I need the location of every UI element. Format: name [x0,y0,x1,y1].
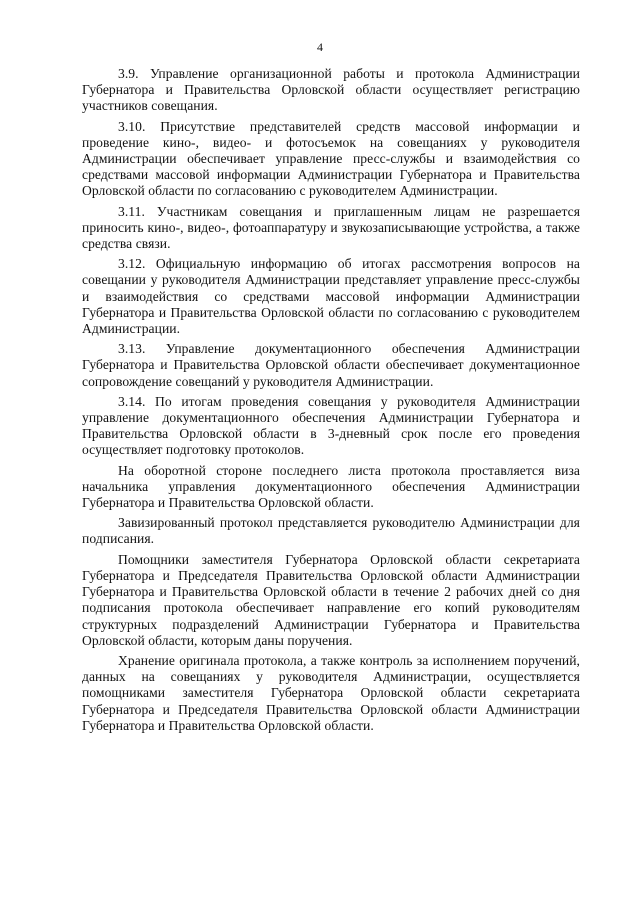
paragraph-3-9: 3.9. Управление организационной работы и протокола Администрации Губернатора и Правительства Орловской области осуществляет регистрацию участников совещания. [82,66,580,114]
paragraph-3-10: 3.10. Присутствие представителей средств массовой информации и проведение кино-, видео- и фотосъемок на совещаниях у руководителя Администрации обеспечивает управление пресс-службы и взаимодействия со средствами массовой информации Администрации Губернатора и Правительства Орловской области по согласованию с руководителем Администрации. [82,118,580,199]
paragraph-3-13: 3.13. Управление документационного обеспечения Администрации Губернатора и Правительства Орловской области обеспечивает документационное сопровождение совещаний у руководителя Администрации. [82,341,580,389]
page-number: 4 [317,40,323,54]
paragraph-storage: Хранение оригинала протокола, а также контроль за исполнением поручений, данных на совещаниях у руководителя Администрации, осуществляется помощниками заместителя Губернатора Орловской области секретариата Губернатора и Председателя Правительства Орловской области Администрации Губернатора и Правительства Орловской области. [82,652,580,733]
paragraph-visa: На оборотной стороне последнего листа протокола проставляется виза начальника управления документационного обеспечения Администрации Губернатора и Правительства Орловской области. [82,462,580,511]
paragraph-signing: Завизированный протокол представляется руководителю Администрации для подписания. [82,515,580,547]
paragraph-distribution: Помощники заместителя Губернатора Орловской области секретариата Губернатора и Председателя Правительства Орловской области Администрации Губернатора и Правительства Орловской области в течение 2 рабочих дней со дня подписания протокола обеспечивает направление его копий руководителям структурных подразделений Администрации Губернатора и Правительства Орловской области, которым даны поручения. [82,551,580,648]
paragraph-3-14: 3.14. По итогам проведения совещания у руководителя Администрации управление документационного обеспечения Администрации Губернатора и Правительства Орловской области в 3-дневный срок после его проведения осуществляет подготовку протоколов. [82,393,580,458]
paragraph-3-11: 3.11. Участникам совещания и приглашенным лицам не разрешается приносить кино-, видео-, фотоаппаратуру и звукозаписывающие устройства, а также средства связи. [82,203,580,252]
document-body [82,66,580,734]
paragraph-3-12: 3.12. Официальную информацию об итогах рассмотрения вопросов на совещании у руководителя Администрации представляет управление пресс-службы и взаимодействия со средствами массовой информации Администрации Губернатора и Правительства Орловской области по согласованию с руководителем Администрации. [82,256,580,337]
